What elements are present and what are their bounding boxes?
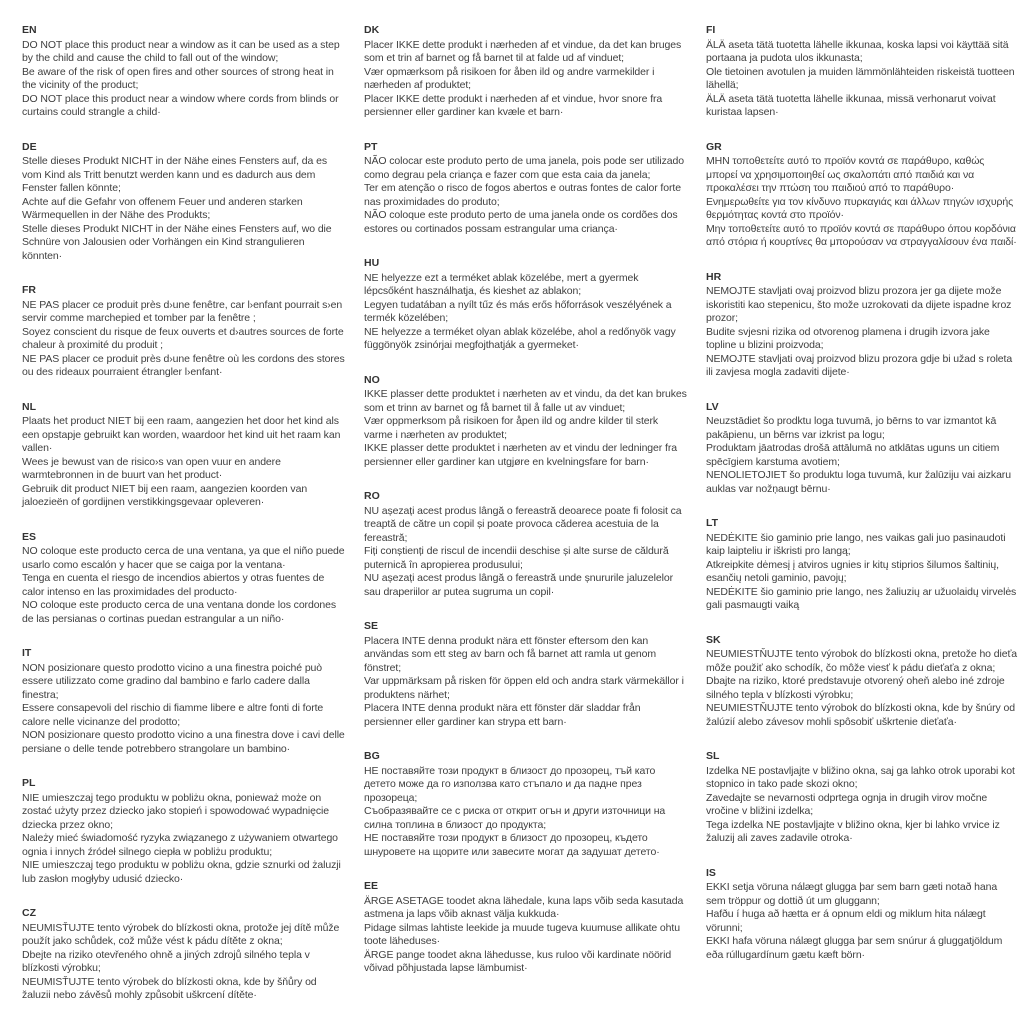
warning-paragraph: Produktam jāatrodas drošā attālumā no atklātas uguns un citiem spēcīgiem karstuma avotiem; xyxy=(706,442,1000,468)
lang-code: DE xyxy=(22,140,37,153)
warning-paragraph: IKKE plasser dette produktet i nærheten av et vindu, da det kan brukes som et trinn av barnet og få barnet til å falle ut av vinduet; xyxy=(364,388,687,414)
warning-paragraph: Ole tietoinen avotulen ja muiden lämmönlähteiden riskeistä tuotteen lähellä; xyxy=(706,65,1015,91)
lang-section-dk xyxy=(364,24,688,120)
warning-paragraph: Neuzstādiet šo prodktu loga tuvumā, jo bērns to var izmantot kā pakāpienu, un bērns var izkrist pa logu; xyxy=(706,415,997,441)
lang-code: NO xyxy=(364,373,380,386)
lang-code: CZ xyxy=(22,907,36,919)
warning-paragraph: Wees je bewust van de risico›s van open vuur en andere warmtebronnen in de buurt van het product· xyxy=(22,455,281,481)
warning-paragraph: ÄRGE pange toodet akna lähedusse, kus ruloo või kardinate nöörid võivad põhjustada lapse lämbumist· xyxy=(364,948,672,974)
warning-paragraph: NE helyezze a terméket olyan ablak közelébe, ahol a redőnyök vagy függönyök zsinórjai megfojthatják a gyermeket· xyxy=(364,325,676,351)
lang-code: PT xyxy=(364,140,378,153)
warning-paragraph: Stelle dieses Produkt NICHT in der Nähe eines Fensters auf, wo die Schnüre von Jalousien oder Vorhängen ein Kind strangulieren könnten· xyxy=(22,222,332,262)
warning-paragraph: Achte auf die Gefahr von offenem Feuer und anderen starken Wärmequellen in der Nähe des Produkts; xyxy=(22,195,303,221)
warning-paragraph: NE PAS placer ce produit près d›une fenêtre, car l›enfant pourrait s›en servir comme marchepied et tomber par la fenêtre ; xyxy=(22,298,343,324)
warning-paragraph: Съобразявайте се с риска от открит огън и други източници на силна топлина в близост до продукта; xyxy=(364,805,666,831)
lang-code: SE xyxy=(364,620,379,632)
lang-section-cz xyxy=(22,907,346,1003)
warning-paragraph: NE helyezze ezt a terméket ablak közelébe, mert a gyermek lépcsőként használhatja, és kieshet az ablakon; xyxy=(364,271,639,297)
warning-paragraph: NENOLIETOJIET šo produktu loga tuvumā, kur žalūziju vai aizkaru auklas var nožņaugt bērnu· xyxy=(706,469,1011,495)
lang-section-hu xyxy=(364,257,688,353)
lang-code: SK xyxy=(706,633,721,646)
lang-section-ro xyxy=(364,490,688,599)
warning-paragraph: Vær opmærksom på risikoen for åben ild og andre varmekilder i nærheden af produktet; xyxy=(364,65,655,91)
warning-paragraph: NO coloque este producto cerca de una ventana donde los cordones de las persianas o cortinas puedan estrangular a un niño· xyxy=(22,599,337,625)
warning-paragraph: Pidage silmas lahtiste leekide ja muude tugeva kuumuse allikate ohtu toote läheduses· xyxy=(364,921,680,947)
warning-paragraph: NÃO coloque este produto perto de uma janela onde os cordões dos estores ou cortinados possam estrangular uma criança· xyxy=(364,209,678,235)
warning-paragraph: NO coloque este producto cerca de una ventana, ya que el niño puede usarlo como escalón y hacer que se caiga por la ventana· xyxy=(22,545,345,571)
lang-code: RO xyxy=(364,490,380,502)
lang-section-es xyxy=(22,531,346,627)
warning-paragraph: NEMOJTE stavljati ovaj proizvod blizu prozora gdje bi užad s roleta ili zavjesa mogla zadaviti dijete· xyxy=(706,352,1013,378)
warning-paragraph: DO NOT place this product near a window as it can be used as a step by the child and cause the child to fall out of the window; xyxy=(22,38,340,64)
lang-code: IS xyxy=(706,866,716,879)
warning-paragraph: Placer IKKE dette produkt i nærheden af et vindue, da det kan bruges som et trin af barnet og få barnet til at falde ud af vinduet; xyxy=(364,38,682,64)
warning-paragraph: Gebruik dit product NIET bij een raam, aangezien koorden van jaloezieën of gordijnen verstikkingsgevaar opleveren· xyxy=(22,482,308,508)
lang-code: DK xyxy=(364,24,380,36)
warning-paragraph: Dbajte na riziko, ktoré predstavuje otvorený oheň alebo iné zdroje silného tepla v blízkosti výrobku; xyxy=(706,675,1005,701)
lang-code: GR xyxy=(706,140,722,153)
warning-paragraph: NU așezați acest produs lângă o fereastră deoarece poate fi folosit ca treaptă de către un copil și poate provoca căderea acestuia de la fereastră; xyxy=(364,504,682,544)
lang-code: HU xyxy=(364,257,380,269)
warning-paragraph: Tega izdelka NE postavljajte v bližino okna, kjer bi lahko vrvice iz žaluzij ali zaves zadavile otroka· xyxy=(706,818,1000,844)
warning-paragraph: Stelle dieses Produkt NICHT in der Nähe eines Fensters auf, da es vom Kind als Tritt benutzt werden kann und es dadurch aus dem Fenster fallen könnte; xyxy=(22,155,327,194)
warning-paragraph: EKKI hafa vöruna nálægt glugga þar sem snúrur á gluggatjöldum eða rúllugardínum gætu kæft börn· xyxy=(706,935,1003,961)
column-2 xyxy=(364,24,688,1024)
warning-paragraph: Izdelka NE postavljajte v bližino okna, saj ga lahko otrok uporabi kot stopnico in tako pade skozi okno; xyxy=(706,764,1015,790)
warning-paragraph: NON posizionare questo prodotto vicino a una finestra dove i cavi delle persiane o delle tende potrebbero strangolare un bambino· xyxy=(22,729,345,755)
lang-section-no xyxy=(364,374,688,470)
warning-paragraph: NIE umieszczaj tego produktu w pobliżu okna, ponieważ może on zostać użyty przez dziecko jako stopień i spowodować wypadnięcie dziecka przez okno; xyxy=(22,791,330,831)
warning-paragraph: NEDĖKITE šio gaminio prie lango, nes vaikas gali juo pasinaudoti kaip laipteliu ir iškristi pro langą; xyxy=(706,531,1006,557)
lang-section-de xyxy=(22,141,346,264)
warning-paragraph: ÄLÄ aseta tätä tuotetta lähelle ikkunaa, koska lapsi voi käyttää sitä portaana ja pudota ulos ikkunasta; xyxy=(706,38,1009,64)
lang-section-fi xyxy=(706,24,1018,120)
warning-paragraph: Placera INTE denna produkt nära ett fönster där sladdar från persienner eller gardiner kan strypa ett barn· xyxy=(364,702,641,728)
warning-paragraph: NEUMIESTŇUJTE tento výrobok do blízkosti okna, kde by šnúry od žalúzií alebo závesov mohli spôsobiť uškrtenie dieťaťa· xyxy=(706,702,1015,728)
warning-paragraph: NEUMISŤUJTE tento výrobek do blízkosti okna, protože jej dítě může použít jako schůdek, což může vést k pádu dítěte z okna; xyxy=(22,921,340,947)
warning-paragraph: EKKI setja vöruna nálægt glugga þar sem barn gæti notað hana sem tröppur og dottið út um gluggann; xyxy=(706,881,998,907)
warning-paragraph: Essere consapevoli del rischio di fiamme libere e altre fonti di forte calore nelle vicinanze del prodotto; xyxy=(22,702,324,728)
warning-paragraph: Ενημερωθείτε για τον κίνδυνο πυρκαγιάς και άλλων πηγών ισχυρής θερμότητας κοντά στο προϊόν· xyxy=(706,195,1014,221)
lang-code: EN xyxy=(22,24,37,36)
lang-code: PL xyxy=(22,777,36,789)
warning-paragraph: ÄLÄ aseta tätä tuotetta lähelle ikkunaa, missä verhonarut voivat kuristaa lapsen· xyxy=(706,92,996,118)
warning-paragraph: Soyez conscient du risque de feux ouverts et d›autres sources de forte chaleur à proximité du produit ; xyxy=(22,325,344,351)
column-1 xyxy=(22,24,346,1024)
warning-paragraph: DO NOT place this product near a window where cords from blinds or curtains could strangle a child· xyxy=(22,92,339,118)
warning-paragraph: NE PAS placer ce produit près d›une fenêtre où les cordons des stores ou des rideaux pourraient étrangler l›enfant· xyxy=(22,352,345,378)
warning-paragraph: NIE umieszczaj tego produktu w pobliżu okna, gdzie sznurki od żaluzji lub zasłon mogłyby udusić dziecko· xyxy=(22,859,341,885)
lang-code: LT xyxy=(706,517,719,529)
lang-section-sl xyxy=(706,750,1018,846)
warning-paragraph: NU așezați acest produs lângă o fereastră unde șnururile jaluzelelor sau draperiilor ar putea sugruma un copil· xyxy=(364,572,673,598)
column-3 xyxy=(706,24,1018,1024)
warning-paragraph: Zavedajte se nevarnosti odprtega ognja in drugih virov močne vročine v bližini izdelka; xyxy=(706,791,988,817)
warning-paragraph: NEDĖKITE šio gaminio prie lango, nes žaliuzių ar užuolaidų virvelės gali pasmaugti vaiką xyxy=(706,585,1017,611)
warning-paragraph: NON posizionare questo prodotto vicino a una finestra poiché può essere utilizzato come gradino dal bambino e farlo cadere dalla finestra; xyxy=(22,661,323,701)
warning-paragraph: Dbejte na riziko otevřeného ohně a jiných zdrojů silného tepla v blízkosti výrobku; xyxy=(22,948,310,974)
lang-section-ee xyxy=(364,880,688,976)
warning-paragraph: NEUMIESTŇUJTE tento výrobok do blízkosti okna, pretože ho dieťa môže použiť ako schodík, čo môže viesť k pádu dieťaťa z okna; xyxy=(706,648,1018,674)
lang-code: EE xyxy=(364,880,379,892)
warning-paragraph: Be aware of the risk of open fires and other sources of strong heat in the vicinity of the product; xyxy=(22,65,334,91)
lang-section-it xyxy=(22,647,346,756)
lang-section-pl xyxy=(22,777,346,886)
warning-paragraph: NEMOJTE stavljati ovaj proizvod blizu prozora jer ga dijete može iskoristiti kao stepenicu, što može uzrokovati da dijete ispadne kroz prozor; xyxy=(706,285,1012,324)
lang-code: FR xyxy=(22,284,36,296)
lang-section-se xyxy=(364,620,688,729)
lang-code: SL xyxy=(706,750,720,762)
warning-paragraph: Atkreipkite dėmesį į atviros ugnies ir kitų stiprios šilumos šaltinių, esančių netoli gaminio, pavojų; xyxy=(706,558,999,584)
lang-section-en xyxy=(22,24,346,120)
warning-paragraph: Fiți conștienți de riscul de incendii deschise și alte surse de căldură puternică în apropierea produsului; xyxy=(364,545,669,571)
lang-section-pt xyxy=(364,141,688,237)
warning-paragraph: Hafðu í huga að hætta er á opnum eldi og miklum hita nálægt vörunni; xyxy=(706,908,986,934)
warning-paragraph: Placera INTE denna produkt nära ett fönster eftersom den kan användas som ett steg av barn och få barnet att ramla ut genom fönstret; xyxy=(364,634,657,674)
warning-paragraph: Placer IKKE dette produkt i nærheden af et vindue, hvor snore fra persienner eller gardiner kan kvæle et barn· xyxy=(364,92,663,118)
warning-paragraph: Legyen tudatában a nyílt tűz és más erős hőforrások veszélyének a termék közelében; xyxy=(364,298,672,324)
warning-paragraph: Var uppmärksam på risken för öppen eld och andra stark värmekällor i produktens närhet; xyxy=(364,675,684,701)
lang-section-lt xyxy=(706,517,1018,613)
lang-code: IT xyxy=(22,647,32,659)
warning-paragraph: NEUMISŤUJTE tento výrobek do blízkosti okna, kde by šňůry od žaluzii nebo závěsů mohly způsobit uškrcení dítěte· xyxy=(22,975,317,1001)
lang-code: BG xyxy=(364,750,380,762)
warning-paragraph: Ter em atenção o risco de fogos abertos e outras fontes de calor forte nas proximidades do produto; xyxy=(364,182,681,208)
warning-paragraph: ΜΗΝ τοποθετείτε αυτό το προϊόν κοντά σε παράθυρο, καθώς μπορεί να χρησιμοποιηθεί ως σκαλοπάτι από παιδιά και να προκαλέσει την πτώση του παιδιού από το παράθυρο· xyxy=(706,155,985,194)
warning-paragraph: NÃO colocar este produto perto de uma janela, pois pode ser utilizado como degrau pela criança e fazer com que esta caia da janela; xyxy=(364,155,684,181)
lang-section-fr xyxy=(22,284,346,380)
lang-section-gr xyxy=(706,141,1018,250)
lang-section-lv xyxy=(706,401,1018,497)
warning-paragraph: Budite svjesni rizika od otvorenog plamena i drugih izvora jake topline u blizini proizvoda; xyxy=(706,325,990,351)
warning-paragraph: Vær oppmerksom på risikoen for åpen ild og andre kilder til sterk varme i nærheten av produktet; xyxy=(364,415,659,441)
warning-paragraph: Tenga en cuenta el riesgo de incendios abiertos y otras fuentes de calor intenso en las proximidades del producto· xyxy=(22,572,325,598)
warning-paragraph: ÄRGE ASETAGE toodet akna lähedale, kuna laps võib seda kasutada astmena ja laps võib aknast välja kukkuda· xyxy=(364,894,684,920)
lang-code: HR xyxy=(706,270,722,283)
lang-section-nl xyxy=(22,401,346,510)
lang-section-bg xyxy=(364,750,688,859)
lang-code: FI xyxy=(706,24,716,36)
lang-code: LV xyxy=(706,400,719,413)
warning-paragraph: IKKE plasser dette produktet i nærheten av et vindu der ledninger fra persienner eller gardiner kan utgjøre en kvelningsfare for barn· xyxy=(364,442,677,468)
lang-section-sk xyxy=(706,634,1018,730)
warning-paragraph: Plaats het product NIET bij een raam, aangezien het door het kind als een opstapje gebruikt kan worden, waardoor het kind uit het raam kan vallen· xyxy=(22,415,341,454)
lang-section-hr xyxy=(706,271,1018,380)
warning-paragraph: Μην τοποθετείτε αυτό το προϊόν κοντά σε παράθυρο όπου κορδόνια από στόρια ή κουρτίνες θα μπορούσαν να στραγγαλίσουν ένα παιδί· xyxy=(706,222,1017,248)
warning-paragraph: НЕ поставяйте този продукт в близост до прозорец, където шнуровете на щорите или завесите могат да задушат детето· xyxy=(364,832,660,858)
lang-code: NL xyxy=(22,400,36,413)
warning-paragraph: НЕ поставяйте този продукт в близост до прозорец, тъй като детето може да го използва като стъпало и да падне през прозореца; xyxy=(364,764,656,804)
warning-paragraph: Należy mieć świadomość ryzyka związanego z używaniem otwartego ognia i innych źródeł silnego ciepła w pobliżu produktu; xyxy=(22,832,338,858)
lang-section-is xyxy=(706,867,1018,963)
lang-code: ES xyxy=(22,530,37,543)
